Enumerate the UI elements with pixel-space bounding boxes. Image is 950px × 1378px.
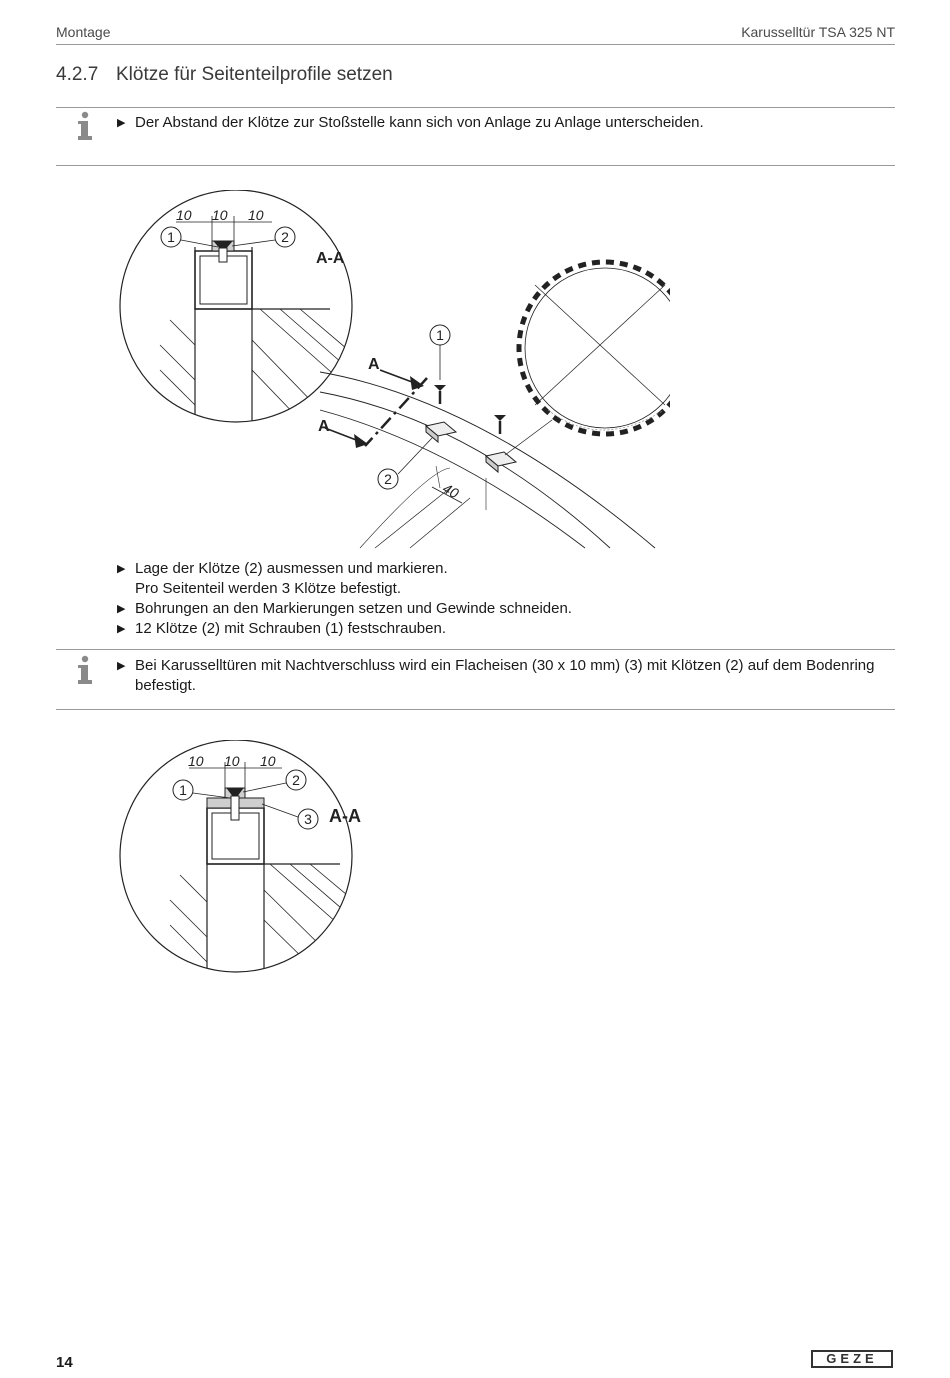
bullet-arrow: ▶ (117, 603, 126, 615)
step-text: Bohrungen an den Markierungen setzen und Gewinde schneiden. (135, 600, 572, 617)
callout-number: 2 (281, 229, 289, 245)
note-distance (117, 113, 704, 133)
callout-number: 1 (167, 229, 175, 245)
step-1 (117, 559, 448, 579)
info-icon (74, 654, 96, 686)
step-text: Lage der Klötze (2) ausmessen und markieren. (135, 560, 448, 577)
dim-label: 10 (176, 207, 192, 223)
bullet-arrow: ▶ (117, 563, 126, 575)
section-marker: A (318, 418, 330, 435)
note-text: Der Abstand der Klötze zur Stoßstelle kann sich von Anlage zu Anlage unterscheiden. (135, 114, 704, 131)
section-marker: A (368, 356, 380, 373)
bullet-arrow: ▶ (117, 117, 126, 129)
note-text: Bei Karusselltüren mit Nachtverschluss wird ein Flacheisen (30 x 10 mm) (3) mit Klötzen (2) auf dem Bodenring (135, 657, 875, 674)
section-label-aa: A-A (329, 806, 361, 826)
note-bottom-rule (56, 709, 895, 710)
dim-label: 10 (212, 207, 228, 223)
note-top-rule (56, 649, 895, 650)
dim-label: 10 (248, 207, 264, 223)
note-text-continuation: befestigt. (135, 677, 196, 694)
section-heading (56, 64, 393, 86)
step-2 (117, 599, 572, 619)
screw-1 (434, 385, 446, 404)
info-icon (74, 110, 96, 142)
header-rule (56, 44, 895, 45)
bullet-arrow: ▶ (117, 623, 126, 635)
screw-2 (494, 415, 506, 434)
callout-block: 2 (384, 471, 392, 487)
step-3 (117, 619, 446, 639)
header-product-name: Karusselltür TSA 325 NT (741, 24, 895, 40)
callout-number: 2 (292, 772, 300, 788)
callout-number: 3 (304, 811, 312, 827)
figure-2-night-lock-detail (110, 740, 390, 980)
top-view-circle (519, 262, 670, 434)
page-number: 14 (56, 1354, 73, 1371)
figure-1-mounting-diagram (110, 190, 670, 552)
note-top-rule (56, 107, 895, 108)
dim-label: 10 (260, 753, 276, 769)
geze-logo: GEZE (811, 1350, 893, 1368)
section-label-aa: A-A (316, 250, 345, 267)
note-bottom-rule (56, 165, 895, 166)
section-title: Klötze für Seitenteilprofile setzen (116, 64, 393, 85)
section-number: 4.2.7 (56, 64, 99, 85)
step-1-continuation: Pro Seitenteil werden 3 Klötze befestigt. (135, 580, 401, 597)
bullet-arrow: ▶ (117, 660, 126, 672)
dim-label: 10 (188, 753, 204, 769)
detail-circle-aa (120, 190, 360, 425)
callout-screw: 1 (436, 327, 444, 343)
note-night-lock (117, 656, 875, 676)
dim-label: 10 (224, 753, 240, 769)
header-section-name: Montage (56, 24, 111, 40)
step-text: 12 Klötze (2) mit Schrauben (1) festschrauben. (135, 620, 446, 637)
dim-40: 40 (440, 479, 462, 502)
callout-number: 1 (179, 782, 187, 798)
